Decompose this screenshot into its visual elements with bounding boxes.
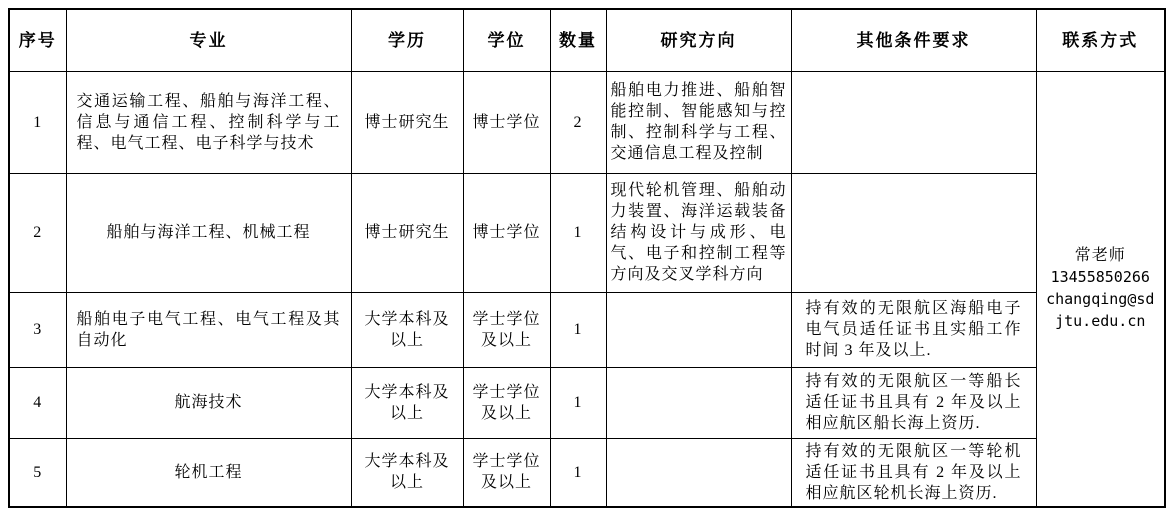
- contact-email: changqing@sdjtu.edu.cn: [1046, 290, 1155, 330]
- cell-degree: 博士学位: [463, 173, 550, 292]
- cell-education: 博士研究生: [351, 173, 463, 292]
- cell-quantity: 1: [550, 438, 606, 507]
- cell-education: 大学本科及以上: [351, 438, 463, 507]
- cell-requirements: [791, 173, 1036, 292]
- table-row: [9, 71, 1165, 173]
- header-major: 专业: [66, 9, 351, 71]
- cell-no: 2: [9, 173, 66, 292]
- contact-name: 常老师: [1074, 247, 1126, 264]
- cell-major: 交通运输工程、船舶与海洋工程、信息与通信工程、控制科学与工程、电气工程、电子科学与技术: [66, 71, 351, 173]
- cell-quantity: 1: [550, 173, 606, 292]
- cell-no: 4: [9, 367, 66, 438]
- cell-education: 大学本科及以上: [351, 292, 463, 367]
- recruitment-table: [8, 8, 1166, 508]
- header-research: 研究方向: [606, 9, 791, 71]
- cell-no: 3: [9, 292, 66, 367]
- cell-research: [606, 292, 791, 367]
- table-row: [9, 438, 1165, 507]
- cell-contact: [1036, 71, 1165, 507]
- cell-requirements: 持有效的无限航区海船电子电气员适任证书且实船工作时间 3 年及以上.: [791, 292, 1036, 367]
- cell-requirements: 持有效的无限航区一等轮机适任证书且具有 2 年及以上相应航区轮机长海上资历.: [791, 438, 1036, 507]
- cell-major: 航海技术: [66, 367, 351, 438]
- cell-quantity: 1: [550, 292, 606, 367]
- cell-research: [606, 367, 791, 438]
- cell-degree: 学士学位及以上: [463, 367, 550, 438]
- table-header-row: [9, 9, 1165, 71]
- cell-major: 船舶与海洋工程、机械工程: [66, 173, 351, 292]
- cell-requirements: 持有效的无限航区一等船长适任证书且具有 2 年及以上相应航区船长海上资历.: [791, 367, 1036, 438]
- table-row: [9, 173, 1165, 292]
- cell-degree: 学士学位及以上: [463, 292, 550, 367]
- cell-quantity: 1: [550, 367, 606, 438]
- header-education: 学历: [351, 9, 463, 71]
- contact-phone: 13455850266: [1050, 268, 1150, 286]
- table-row: [9, 367, 1165, 438]
- header-degree: 学位: [463, 9, 550, 71]
- cell-education: 博士研究生: [351, 71, 463, 173]
- cell-major: 轮机工程: [66, 438, 351, 507]
- cell-no: 1: [9, 71, 66, 173]
- cell-education: 大学本科及以上: [351, 367, 463, 438]
- cell-no: 5: [9, 438, 66, 507]
- header-no: 序号: [9, 9, 66, 71]
- cell-major: 船舶电子电气工程、电气工程及其自动化: [66, 292, 351, 367]
- header-quantity: 数量: [550, 9, 606, 71]
- cell-research: 船舶电力推进、船舶智能控制、智能感知与控制、控制科学与工程、交通信息工程及控制: [606, 71, 791, 173]
- table-row: [9, 292, 1165, 367]
- header-contact: 联系方式: [1036, 9, 1165, 71]
- cell-research: [606, 438, 791, 507]
- cell-degree: 博士学位: [463, 71, 550, 173]
- cell-requirements: [791, 71, 1036, 173]
- cell-quantity: 2: [550, 71, 606, 173]
- cell-research: 现代轮机管理、船舶动力装置、海洋运载装备结构设计与成形、电气、电子和控制工程等方向及交叉学科方向: [606, 173, 791, 292]
- header-requirements: 其他条件要求: [791, 9, 1036, 71]
- cell-degree: 学士学位及以上: [463, 438, 550, 507]
